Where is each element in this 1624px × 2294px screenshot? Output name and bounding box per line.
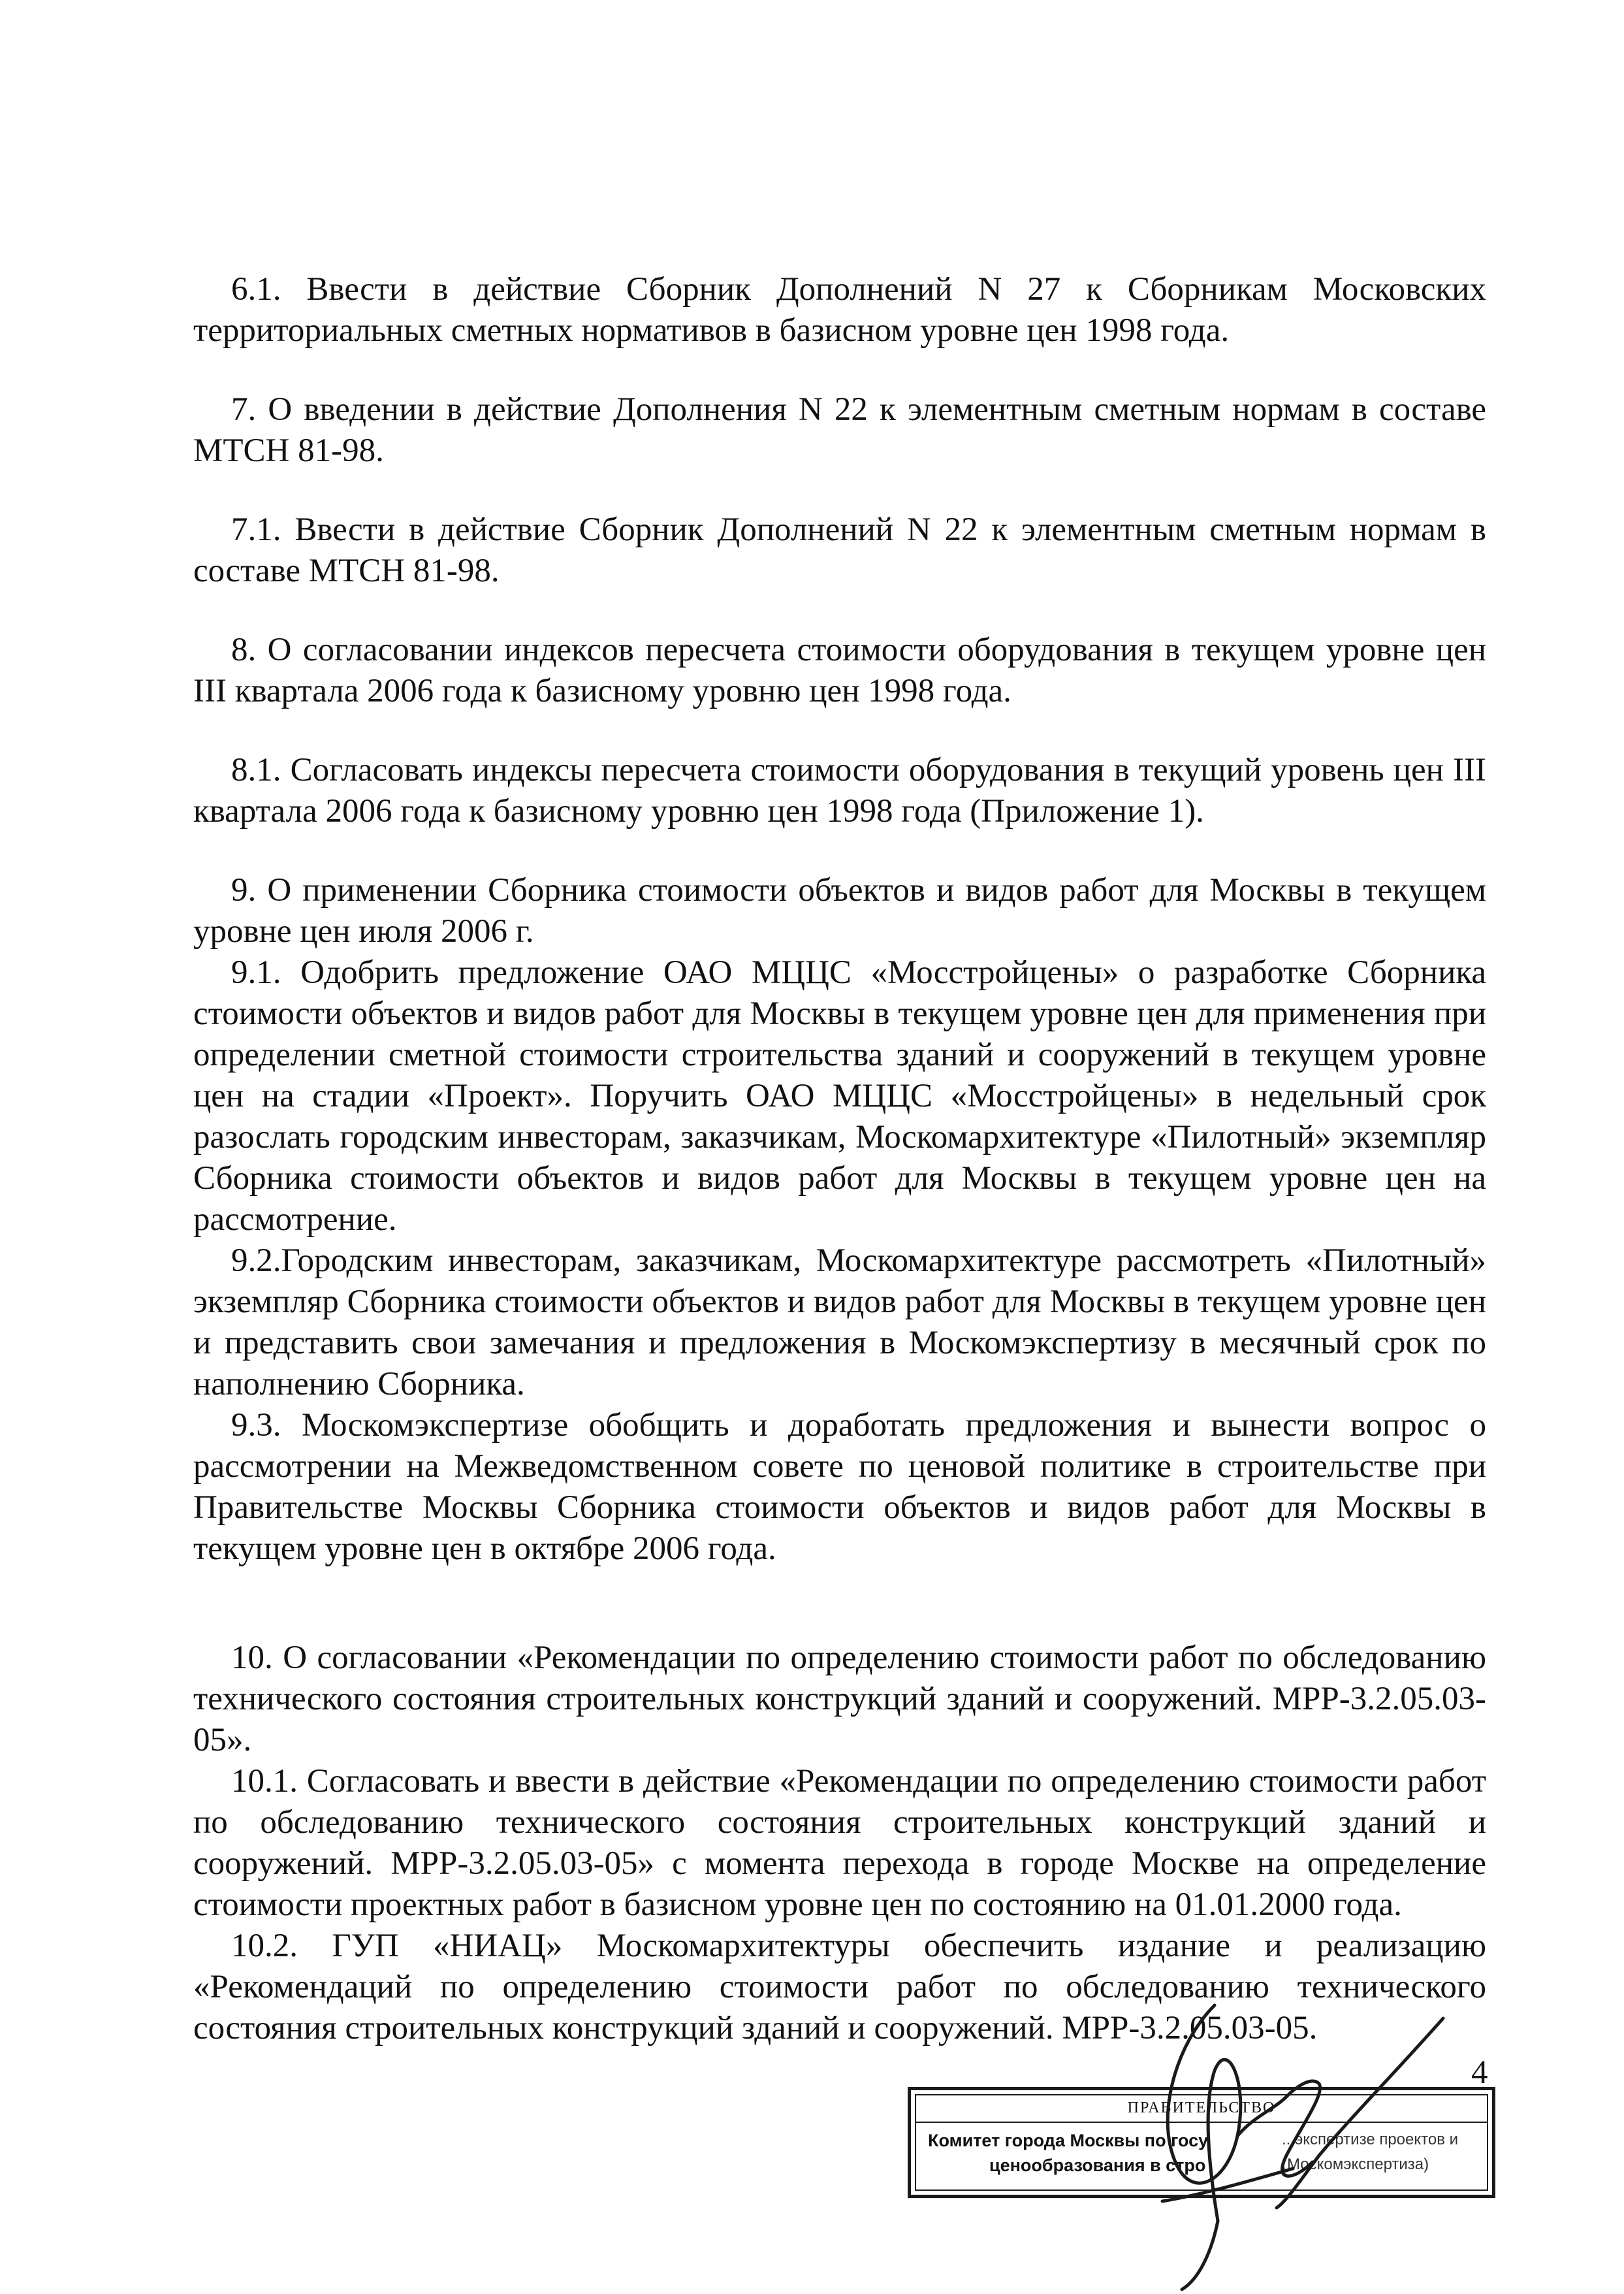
paragraph-6-1: 6.1. Ввести в действие Сборник Дополнений N 27 к Сборникам Московских территориальных сметных нормативов в базисном уровне цен 1998 года. — [193, 271, 1486, 349]
page-number: 4 — [1471, 2054, 1488, 2091]
stamp-line-3: ...экспертизе проектов и — [1282, 2131, 1459, 2148]
stamp-line-4: (Москомэкспертиза) — [1282, 2156, 1429, 2173]
paragraph-10-1: 10.1. Согласовать и ввести в действие «Рекомендации по определению стоимости работ по обследованию технического состояния строительных конструкций зданий и сооружений. МРР-3.2.05.03-05» с момента перехода в городе Москве на определение стоимости проектных работ в базисном уровне цен по состоянию на 01.01.2000 года. — [193, 1763, 1486, 1923]
paragraph-9: 9. О применении Сборника стоимости объектов и видов работ для Москвы в текущем уровне цен июля 2006 г. — [193, 872, 1486, 950]
paragraph-9-3: 9.3. Москомэкспертизе обобщить и доработать предложения и вынести вопрос о рассмотрении на Межведомственном совете по ценовой политике в строительстве при Правительстве Москвы Сборника стоимости объектов и видов работ для Москвы в текущем уровне цен в октябре 2006 года. — [193, 1407, 1486, 1567]
paragraph-10: 10. О согласовании «Рекомендации по определению стоимости работ по обследованию технического состояния строительных конструкций зданий и сооружений. МРР-3.2.05.03-05». — [193, 1640, 1486, 1758]
paragraph-8-1: 8.1. Согласовать индексы пересчета стоимости оборудования в текущий уровень цен III квартала 2006 года к базисному уровню цен 1998 года (Приложение 1). — [193, 752, 1486, 830]
paragraph-7-1: 7.1. Ввести в действие Сборник Дополнений N 22 к элементным сметным нормам в составе МТСН 81-98. — [193, 511, 1486, 589]
stamp-line-1: Комитет города Москвы по госу — [928, 2131, 1209, 2150]
handwritten-signature — [1077, 1986, 1535, 2293]
paragraph-9-1: 9.1. Одобрить предложение ОАО МЦЦС «Мосстройцены» о разработке Сборника стоимости объектов и видов работ для Москвы в текущем уровне цен для применения при определении сметной стоимости строительства зданий и сооружений в текущем уровне цен на стадии «Проект». Поручить ОАО МЦЦС «Мосстройцены» в недельный срок разослать городским инвесторам, заказчикам, Москомархитектуре «Пилотный» экземпляр Сборника стоимости объектов и видов работ для Москвы в текущем уровне цен на рассмотрение. — [193, 954, 1486, 1238]
stamp-line-2: ценообразования в стро — [989, 2156, 1206, 2175]
paragraph-9-2: 9.2.Городским инвесторам, заказчикам, Москомархитектуре рассмотреть «Пилотный» экземпляр Сборника стоимости объектов и видов работ для Москвы в текущем уровне цен и представить свои замечания и предложения в Москомэкспертизу в месячный срок по наполнению Сборника. — [193, 1242, 1486, 1402]
paragraph-10-2: 10.2. ГУП «НИАЦ» Москомархитектуры обеспечить издание и реализацию «Рекомендаций по определению стоимости работ по обследованию технического состояния строительных конструкций зданий и сооружений. МРР-3.2.05.03-05. — [193, 1928, 1486, 2046]
paragraph-8: 8. О согласовании индексов пересчета стоимости оборудования в текущем уровне цен III квартала 2006 года к базисному уровню цен 1998 года. — [193, 632, 1486, 709]
paragraph-7: 7. О введении в действие Дополнения N 22 к элементным сметным нормам в составе МТСН 81-98. — [193, 391, 1486, 469]
body-text — [193, 269, 1486, 2049]
stamp-header: ПРАВИТЕЛЬСТВО — [1127, 2099, 1276, 2116]
